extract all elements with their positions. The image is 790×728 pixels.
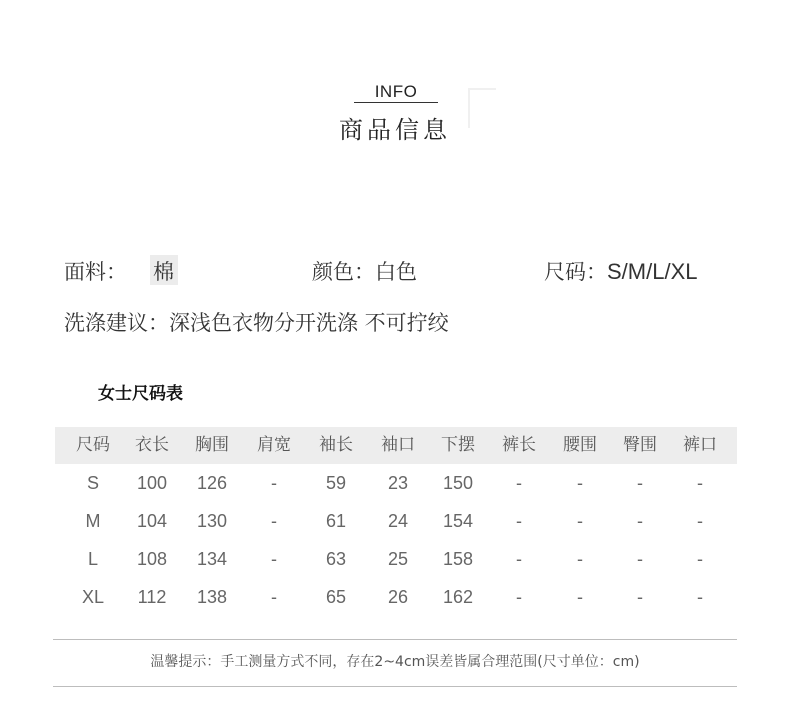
table-cell: - [637,511,643,531]
table-cell: 138 [196,587,228,607]
table-cell: - [577,511,583,531]
measurement-note: 温馨提示：手工测量方式不同，存在2~4cm误差皆属合理范围(尺寸单位：cm) [150,654,640,670]
table-cell: 158 [442,549,474,569]
table-cell: - [516,587,522,607]
table-cell: M [85,511,101,531]
column-header: 腰围 [563,435,597,455]
column-header: 臀围 [623,435,657,455]
size-table-header [55,427,737,464]
divider-bottom [53,686,737,687]
table-cell: XL [81,587,105,607]
table-cell: 100 [136,473,168,493]
column-header: 袖长 [319,435,353,455]
table-cell: 112 [137,587,167,607]
table-cell: - [271,549,277,569]
wash-value: 深浅色衣物分开洗涤 不可拧绞 [169,311,449,335]
table-cell: 25 [387,549,409,569]
color-info [312,256,417,286]
table-cell: - [697,549,703,569]
table-cell: 63 [325,549,347,569]
table-cell: - [637,473,643,493]
table-cell: S [86,473,100,493]
size-label: 尺码： [544,260,607,284]
color-label: 颜色： [312,260,375,284]
faint-watermark [468,88,496,128]
table-cell: 24 [387,511,409,531]
table-row [55,540,737,578]
column-header: 衣长 [135,435,169,455]
table-cell: - [637,587,643,607]
table-cell: - [697,473,703,493]
table-cell: 61 [325,511,347,531]
table-cell: 23 [387,473,409,493]
divider-top [53,639,737,640]
table-cell: - [271,587,277,607]
column-header: 下摆 [441,435,475,455]
table-cell: - [516,473,522,493]
table-row [55,578,737,616]
column-header: 尺码 [76,435,110,455]
column-header: 袖口 [381,435,415,455]
table-cell: - [637,549,643,569]
fabric-label: 面料： [64,260,127,284]
wash-label: 洗涤建议： [64,311,169,335]
table-cell: - [577,473,583,493]
section-title-en: INFO [354,82,438,103]
table-cell: 162 [442,587,474,607]
table-cell: 130 [196,511,228,531]
table-cell: - [577,587,583,607]
table-cell: 108 [136,549,168,569]
table-cell: 59 [325,473,347,493]
table-cell: - [577,549,583,569]
table-cell: 65 [325,587,347,607]
table-cell: - [697,511,703,531]
size-table-title: 女士尺码表 [98,384,183,404]
color-value: 白色 [375,260,417,284]
table-cell: 26 [387,587,409,607]
column-header: 裤口 [683,435,717,455]
size-table [55,427,737,616]
table-cell: - [271,473,277,493]
column-header: 胸围 [195,435,229,455]
table-cell: 154 [442,511,474,531]
section-title-cn: 商品信息 [339,116,451,144]
table-cell: 104 [136,511,168,531]
table-cell: - [697,587,703,607]
table-cell: 150 [442,473,474,493]
column-header: 肩宽 [257,435,291,455]
size-value: S/M/L/XL [607,259,698,284]
table-cell: - [271,511,277,531]
fabric-info [64,256,174,286]
fabric-value: 棉 [153,260,174,284]
table-cell: 134 [196,549,228,569]
wash-info [64,307,449,337]
table-cell: - [516,511,522,531]
table-cell: L [87,549,99,569]
table-cell: 126 [196,473,228,493]
size-info [544,256,697,286]
table-row [55,502,737,540]
table-row [55,464,737,502]
column-header: 裤长 [502,435,536,455]
table-cell: - [516,549,522,569]
